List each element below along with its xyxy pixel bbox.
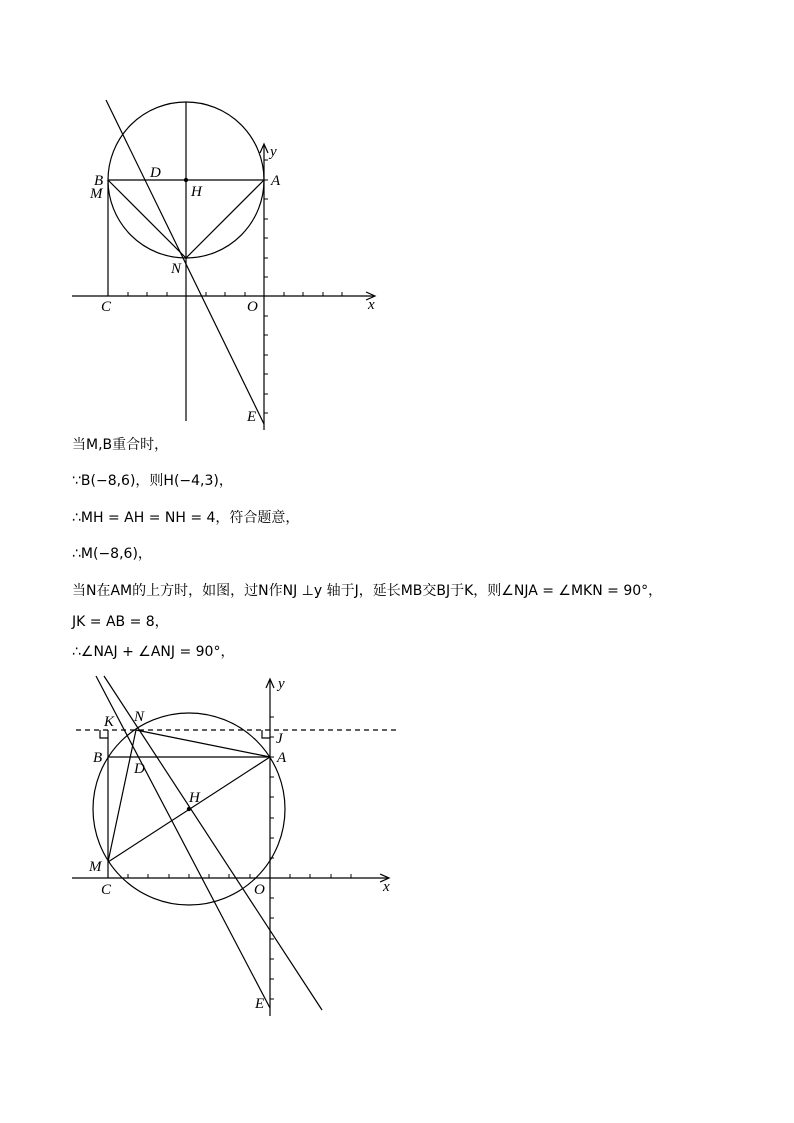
point-h <box>187 807 191 811</box>
label-j: J <box>276 731 283 747</box>
label-y: y <box>278 676 285 692</box>
label-x: x <box>368 297 375 313</box>
label-n: N <box>134 709 145 725</box>
text-line-1: 当M,B重合时， <box>72 437 169 453</box>
label-c: C <box>101 299 112 315</box>
label-n: N <box>171 261 182 277</box>
text-line-5: 当N在AM的上方时，如图，过N作NJ ⊥y 轴于J，延长MB交BJ于K，则∠NJA = ∠MKN = 90°， <box>72 583 663 599</box>
label-m: M <box>90 186 103 202</box>
line-ne <box>96 676 270 1008</box>
right-angle-k <box>100 730 108 738</box>
text-line-3: ∴MH = AH = NH = 4，符合题意， <box>72 510 300 526</box>
label-h: H <box>191 184 202 200</box>
label-e: E <box>255 996 265 1012</box>
text-line-4: ∴M(−8,6)， <box>72 546 152 562</box>
label-m: M <box>89 859 102 875</box>
label-o: O <box>247 299 258 315</box>
label-k: K <box>104 714 115 730</box>
text-line-7: ∴∠NAJ + ∠ANJ = 90°， <box>72 644 235 660</box>
label-e: E <box>247 409 257 425</box>
label-y: y <box>270 144 277 160</box>
label-b: B <box>93 750 103 766</box>
label-b: B <box>94 173 104 189</box>
label-d: D <box>134 761 145 777</box>
text-line-6: JK = AB = 8， <box>72 614 169 630</box>
label-x: x <box>383 879 390 895</box>
label-o: O <box>254 882 265 898</box>
label-h: H <box>189 790 200 806</box>
text-line-2: ∵B(−8,6)，则H(−4,3)， <box>72 473 233 489</box>
label-a: A <box>277 750 287 766</box>
right-angle-j <box>262 730 270 738</box>
label-a: A <box>271 173 281 189</box>
segment-mn <box>108 730 136 862</box>
label-d: D <box>150 165 161 181</box>
label-c: C <box>101 882 112 898</box>
